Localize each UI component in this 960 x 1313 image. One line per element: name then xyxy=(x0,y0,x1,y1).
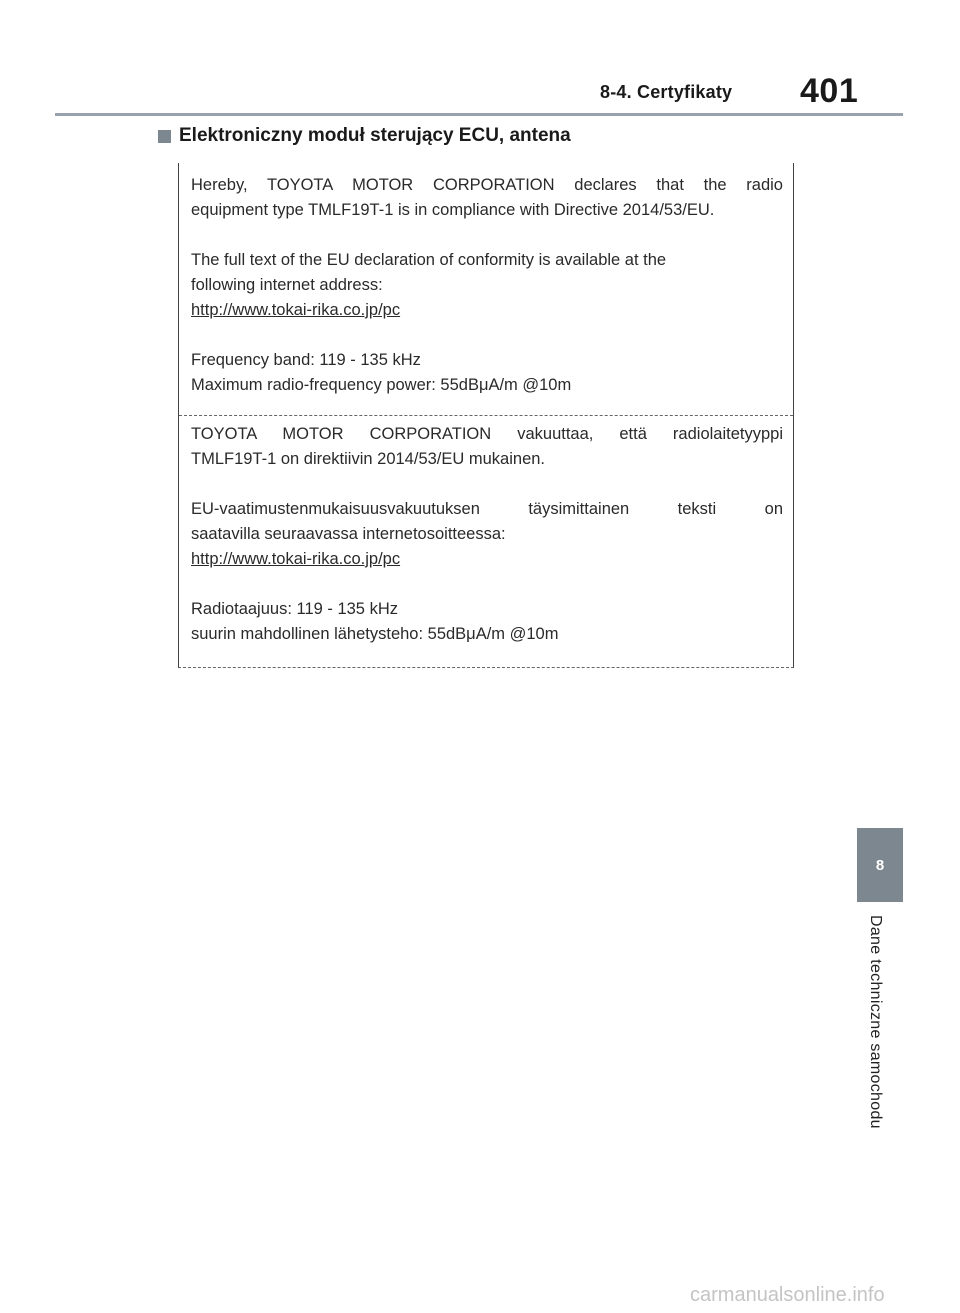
cert-en-power: Maximum radio-frequency power: 55dBμA/m @10m xyxy=(191,376,572,394)
page-number: 401 xyxy=(800,72,859,110)
cert-fi-power: suurin mahdollinen lähetysteho: 55dBμA/m @10m xyxy=(191,625,559,643)
section-title: 8-4. Certyfikaty xyxy=(600,82,733,102)
chapter-label: Dane techniczne samochodu xyxy=(867,915,884,1129)
cert-fi-line3: EU-vaatimustenmukaisuusvakuutuksen täysimittainen teksti on xyxy=(191,500,783,518)
cert-fi-line4: saatavilla seuraavassa internetosoitteessa: xyxy=(191,525,506,543)
cert-fi-frequency: Radiotaajuus: 119 - 135 kHz xyxy=(191,600,398,618)
cert-en-link[interactable]: http://www.tokai-rika.co.jp/pc xyxy=(191,301,401,319)
header-divider xyxy=(55,113,903,116)
watermark: carmanualsonline.info xyxy=(690,1284,885,1306)
cert-en-line1: Hereby, TOYOTA MOTOR CORPORATION declares that the radio xyxy=(191,176,783,194)
chapter-tab xyxy=(857,828,903,902)
section-heading xyxy=(158,125,571,147)
certificate-english xyxy=(179,173,793,398)
cert-fi-line2: TMLF19T-1 on direktiivin 2014/53/EU mukainen. xyxy=(191,450,546,468)
cert-en-line4: following internet address: xyxy=(191,276,383,294)
cert-en-frequency: Frequency band: 119 - 135 kHz xyxy=(191,351,421,369)
chapter-tab-number: 8 xyxy=(875,856,885,874)
section-heading-text: Elektroniczny moduł sterujący ECU, antena xyxy=(179,125,571,146)
cert-fi-link[interactable]: http://www.tokai-rika.co.jp/pc xyxy=(191,550,401,568)
certificate-box xyxy=(178,163,794,668)
cert-en-line3: The full text of the EU declaration of conformity is available at the xyxy=(191,251,667,269)
cert-en-line2: equipment type TMLF19T-1 is in compliance with Directive 2014/53/EU. xyxy=(191,201,715,219)
cert-fi-line1: TOYOTA MOTOR CORPORATION vakuuttaa, että radiolaitetyyppi xyxy=(191,425,783,443)
certificate-divider xyxy=(179,415,793,416)
certificate-finnish xyxy=(179,422,793,647)
square-bullet-icon xyxy=(158,130,171,143)
